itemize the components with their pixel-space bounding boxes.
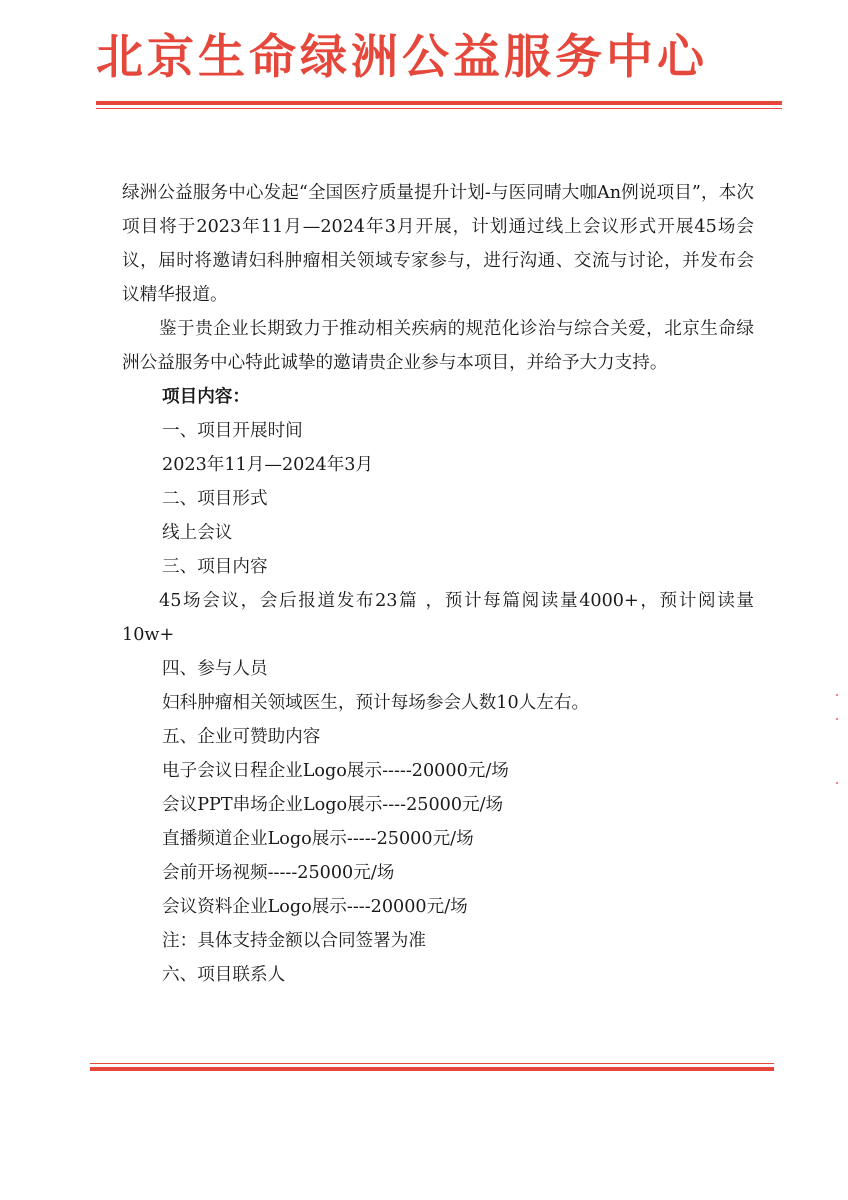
sponsor-item: 会前开场视频-----25000元/场 <box>162 863 395 883</box>
scan-speck <box>836 694 838 696</box>
item3-value: 45场会议，会后报道发布23篇 ，预计每篇阅读量4000+，预计阅读量10w+ <box>122 591 754 645</box>
note-line: 注：具体支持金额以合同签署为准 <box>162 931 426 951</box>
intro-paragraph: 绿洲公益服务中心发起“全国医疗质量提升计划-与医同晴大咖An例说项目”，本次项目将于2023年11月—2024年3月开展，计划通过线上会议形式开展45场会议，届时将邀请妇科肿瘤相关领域专家参与，进行沟通、交流与讨论，并发布会议精华报道。 <box>122 183 754 305</box>
section-heading: 项目内容： <box>162 386 250 407</box>
item4-heading: 四、参与人员 <box>162 659 268 679</box>
document-body <box>122 176 754 992</box>
scan-speck <box>836 782 838 784</box>
item1-heading: 一、项目开展时间 <box>162 421 303 441</box>
invitation-paragraph: 鉴于贵企业长期致力于推动相关疾病的规范化诊治与综合关爱，北京生命绿洲公益服务中心特此诚挚的邀请贵企业参与本项目，并给予大力支持。 <box>122 319 754 373</box>
footer-rule-thick <box>90 1067 774 1071</box>
item2-heading: 二、项目形式 <box>162 489 268 509</box>
item2-value: 线上会议 <box>162 523 233 543</box>
footer-rule-thin <box>90 1063 774 1064</box>
item4-value: 妇科肿瘤相关领域医生，预计每场参会人数10人左右。 <box>162 693 590 713</box>
letterhead-rule-thin <box>96 108 782 109</box>
item5-heading: 五、企业可赞助内容 <box>162 727 321 747</box>
scan-speck <box>836 718 838 720</box>
sponsor-item: 直播频道企业Logo展示-----25000元/场 <box>162 829 474 849</box>
sponsor-item: 会议资料企业Logo展示----20000元/场 <box>162 897 468 917</box>
sponsor-item: 会议PPT串场企业Logo展示----25000元/场 <box>162 795 504 815</box>
letterhead-rule-thick <box>96 101 782 105</box>
item6-heading: 六、项目联系人 <box>162 965 286 985</box>
item1-value: 2023年11月—2024年3月 <box>162 455 374 475</box>
letterhead-title: 北京生命绿洲公益服务中心 <box>96 30 708 85</box>
item3-heading: 三、项目内容 <box>162 557 268 577</box>
sponsor-item: 电子会议日程企业Logo展示-----20000元/场 <box>162 761 509 781</box>
